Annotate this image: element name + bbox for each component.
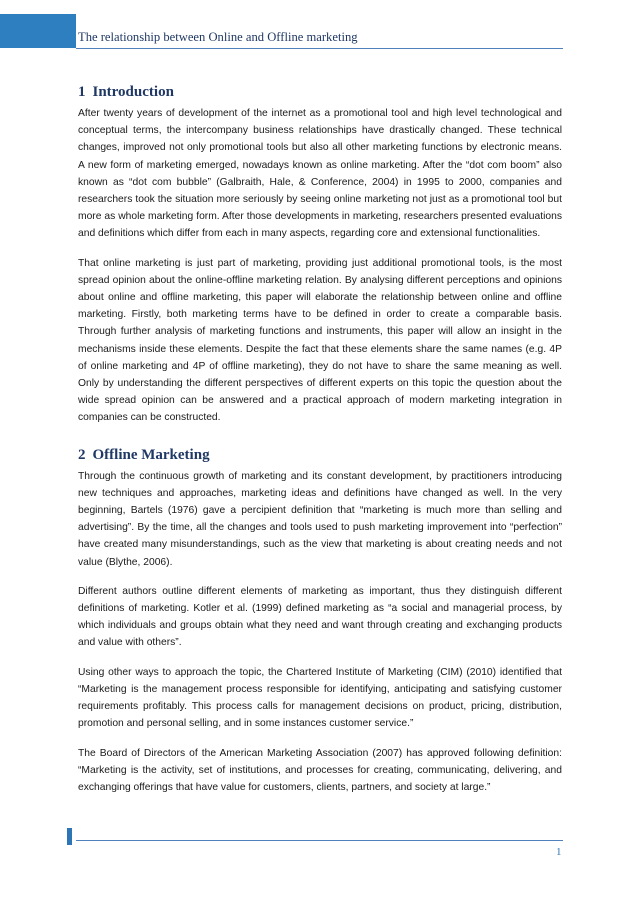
section-number: 1 (78, 84, 86, 100)
section-heading-introduction (78, 84, 562, 101)
paragraph: Using other ways to approach the topic, the Chartered Institute of Marketing (CIM) (2010) identified that “Marketing is the management process responsible for identifying, anticipating and satisfying customer requirements profitably. This process calls for management decisions on product, pricing, distribution, promotion and personal selling, and in some instances customer service.” (78, 666, 562, 730)
page-number: 1 (556, 846, 562, 858)
footer-accent-mark (67, 828, 72, 845)
paragraph: After twenty years of development of the internet as a promotional tool and high level technological and conceptual terms, the intercompany business relationships have drastically changed. These technical changes, improved not only promotional tools but also all other marketing functions by electronic means. A new form of marketing emerged, nowadays known as online marketing. After the “dot com boom” also known as “dot com bubble” (Galbraith, Hale, & Conference, 2004) in 1995 to 2000, companies and researchers took the situation more seriously by seeing online marketing not just as a promotional tool but more as whole marketing form. After those developments in marketing, researchers presented evaluations and definitions which differ from each in many aspects, regarding core and extensional functionalities. (78, 108, 562, 240)
paragraph: Through the continuous growth of marketing and its constant development, by practitioners introducing new techniques and approaches, marketing ideas and definitions have changed as well. In the very beginning, Bartels (1976) gave a percipient definition that “marketing is much more than selling and advertising”. By the time, all the changes and tools used to push marketing improvement into “perfection” have created many misunderstandings, such as the view that marketing is about creating needs and not value (Blythe, 2006). (78, 470, 562, 568)
header-accent-block (0, 14, 76, 48)
section-title: Introduction (92, 84, 174, 100)
page-body (78, 84, 562, 808)
footer-rule (76, 840, 563, 841)
paragraph: Different authors outline different elements of marketing as important, thus they distinguish different definitions of marketing. Kotler et al. (1999) defined marketing as “a social and managerial process, by which individuals and groups obtain what they need and want through creating and exchanging products and value with others”. (78, 585, 562, 649)
section-title: Offline Marketing (92, 446, 210, 463)
section-heading-offline-marketing (78, 447, 562, 464)
header-rule (76, 48, 563, 49)
paragraph: The Board of Directors of the American Marketing Association (2007) has approved following definition: “Marketing is the activity, set of institutions, and processes for creating, communicating, delivering, and exchanging offerings that have value for customers, clients, partners, and society at large.” (78, 747, 562, 793)
paragraph: That online marketing is just part of marketing, providing just additional promotional tools, is the most spread opinion about the online-offline marketing relation. By analysing different perceptions and opinions about online and offline marketing, this paper will elaborate the relationship between online and offline marketing. Firstly, both marketing terms have to be defined in order to create a comparable basis. Through further analysis of marketing functions and instruments, this paper will allow an insight in the mechanisms inside these elements. Despite the fact that these elements share the same names (e.g. 4P of online marketing and 4P of offline marketing), they do not have to share the same meaning as well. Only by understanding the different perspectives of different experts on this topic the question about the wide spread opinion can be answered and a practical approach of modern marketing integration in companies can be constructed. (78, 257, 562, 424)
section-number: 2 (78, 446, 86, 463)
running-header-title: The relationship between Online and Offline marketing (78, 30, 358, 44)
